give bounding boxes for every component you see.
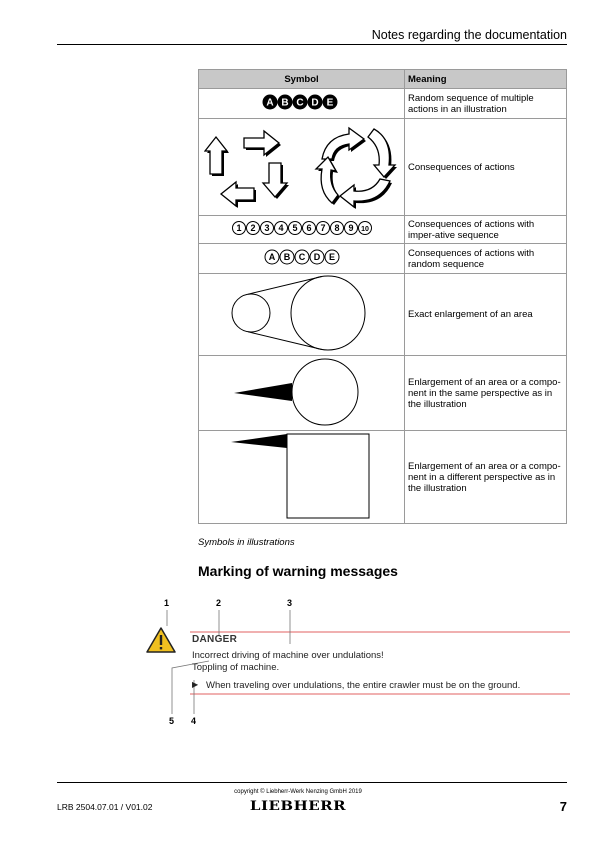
hazard-text: Incorrect driving of machine over undulations!: [192, 650, 384, 661]
meaning-cell: Random sequence of multiple actions in an illustration: [405, 89, 567, 119]
black-letter-circles-icon: [262, 94, 342, 110]
footer-rule: [57, 782, 567, 783]
table-row: [199, 119, 567, 216]
svg-text:2: 2: [249, 223, 256, 233]
symbol-cell: [199, 356, 405, 431]
table-row: [199, 274, 567, 356]
symbol-cell: [199, 274, 405, 356]
callout-3: 3: [287, 598, 293, 608]
svg-text:6: 6: [305, 223, 312, 233]
signal-word: DANGER: [192, 634, 238, 645]
symbols-table: [198, 69, 567, 524]
svg-text:C: C: [298, 252, 305, 262]
svg-text:A: A: [268, 252, 275, 262]
column-header-symbol: Symbol: [199, 70, 405, 89]
action-arrows-icon: [204, 121, 399, 211]
svg-text:10: 10: [360, 226, 369, 233]
callout-2: 2: [216, 598, 222, 608]
svg-text:7: 7: [319, 223, 326, 233]
liebherr-logo: LIEBHERR: [249, 798, 347, 814]
warning-triangle-icon: [146, 626, 176, 654]
table-header-row: [199, 70, 567, 89]
meaning-cell: Consequences of actions with imper-ative sequence: [405, 216, 567, 244]
enlargement-different-perspective-icon: [227, 432, 377, 520]
header-title: Notes regarding the documentation: [371, 28, 567, 42]
enlargement-same-perspective-icon: [232, 357, 372, 427]
action-marker-icon: ▶: [192, 680, 199, 689]
exact-enlargement-icon: [227, 274, 377, 352]
meaning-cell: Consequences of actions: [405, 119, 567, 216]
symbol-cell: [199, 431, 405, 524]
svg-text:4: 4: [277, 223, 284, 233]
symbol-cell: [199, 244, 405, 274]
numbered-circles-icon: [232, 220, 372, 236]
meaning-cell: Exact enlargement of an area: [405, 274, 567, 356]
callout-4: 4: [191, 716, 197, 726]
header-rule: [57, 44, 567, 45]
copyright: copyright © Liebherr-Werk Nenzing GmbH 2019: [234, 789, 362, 795]
svg-text:E: E: [328, 252, 335, 262]
meaning-cell: Consequences of actions with random sequence: [405, 244, 567, 274]
table-caption: Symbols in illustrations: [198, 537, 295, 548]
callout-1: 1: [164, 598, 170, 608]
table-row: [199, 356, 567, 431]
svg-text:D: D: [313, 252, 320, 262]
svg-text:D: D: [310, 97, 319, 109]
table-row: [199, 89, 567, 119]
action-text: When traveling over undulations, the entire crawler must be on the ground.: [206, 680, 521, 691]
svg-text:E: E: [326, 97, 333, 109]
callout-5: 5: [169, 716, 175, 726]
symbol-cell: [199, 89, 405, 119]
symbol-cell: [199, 119, 405, 216]
svg-text:3: 3: [263, 223, 270, 233]
table-row: [199, 431, 567, 524]
symbol-cell: [199, 216, 405, 244]
meaning-cell: Enlargement of an area or a compo-nent in the same perspective as in the illustration: [405, 356, 567, 431]
outline-letter-circles-icon: [264, 249, 340, 265]
consequence-text: Toppling of machine.: [192, 662, 280, 673]
warning-example: [140, 596, 570, 736]
svg-text:A: A: [265, 97, 274, 109]
svg-text:5: 5: [291, 223, 298, 233]
table-row: [199, 216, 567, 244]
table-row: [199, 244, 567, 274]
svg-text:B: B: [283, 252, 290, 262]
svg-text:8: 8: [333, 223, 340, 233]
svg-text:C: C: [295, 97, 304, 109]
meaning-cell: Enlargement of an area or a compo-nent in a different perspective as in the illustration: [405, 431, 567, 524]
svg-text:9: 9: [347, 223, 354, 233]
svg-text:1: 1: [235, 223, 242, 233]
section-title: Marking of warning messages: [198, 563, 398, 579]
svg-text:B: B: [280, 97, 289, 109]
column-header-meaning: Meaning: [405, 70, 567, 89]
document-id: LRB 2504.07.01 / V01.02: [57, 802, 153, 812]
page-number: 7: [559, 799, 567, 814]
